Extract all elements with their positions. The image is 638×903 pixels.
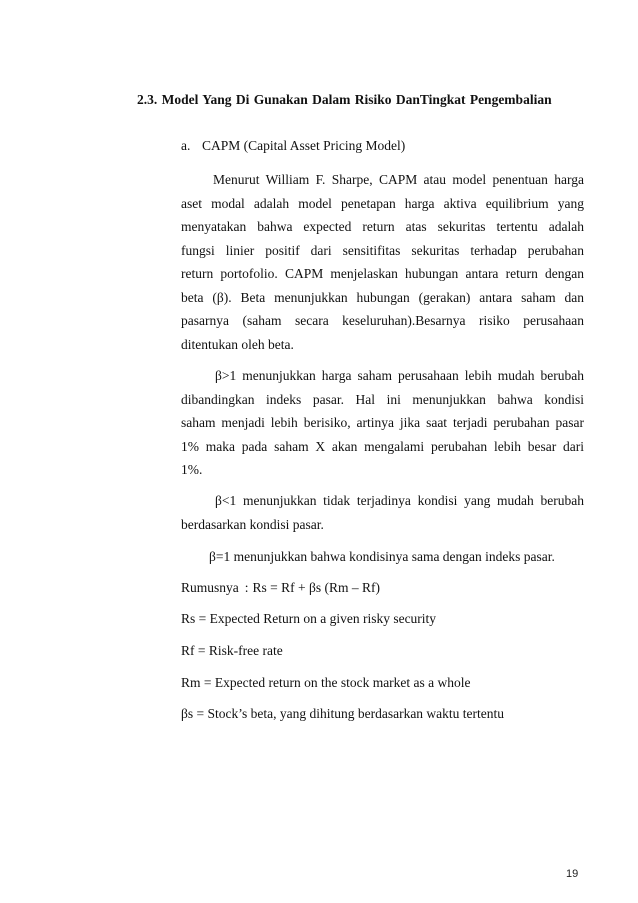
definition-rs: Rs = Expected Return on a given risky security (181, 611, 437, 626)
paragraph-line: beta (β). Beta menunjukkan hubungan (gerakan) antara saham dan (181, 289, 584, 305)
definition-rm: Rm = Expected return on the stock market as a whole (181, 675, 471, 690)
page-number: 19 (566, 868, 579, 880)
paragraph-line: β>1 menunjukkan harga saham perusahaan lebih mudah berubah (215, 368, 584, 383)
formula-separator: : (244, 580, 249, 595)
paragraph-line: berdasarkan kondisi pasar. (181, 516, 324, 532)
formula-line (181, 576, 380, 600)
paragraph-beta-greater-than-one (181, 364, 584, 482)
paragraph-capm-definition (181, 168, 584, 356)
paragraph-line: Menurut William F. Sharpe, CAPM atau model penentuan harga (213, 172, 584, 187)
paragraph-line: aset modal adalah model penetapan harga aktiva equilibrium yang (181, 195, 584, 211)
paragraph-beta-less-than-one (181, 489, 584, 536)
definition-beta-s: βs = Stock’s beta, yang dihitung berdasarkan waktu tertentu (181, 706, 505, 721)
paragraph-line: 1% maka pada saham X akan mengalami perubahan lebih besar dari (181, 438, 584, 454)
paragraph-line: dibandingkan indeks pasar. Hal ini menunjukkan bahwa kondisi (181, 391, 584, 407)
paragraph-line: menyatakan bahwa expected return atas sekuritas tertentu adalah (181, 219, 584, 234)
paragraph-line: fungsi linier positif dari sensitifitas sekuritas terhadap perubahan (181, 242, 584, 258)
formula-expression: Rs = Rf + βs (Rm – Rf) (252, 580, 381, 595)
paragraph-line: return portofolio. CAPM menjelaskan hubungan antara return dengan (181, 266, 584, 281)
paragraph-line: β=1 menunjukkan bahwa kondisinya sama dengan indeks pasar. (209, 549, 555, 564)
list-marker: a. (181, 138, 191, 153)
section-heading: 2.3. Model Yang Di Gunakan Dalam Risiko DanTingkat Pengembalian (137, 92, 552, 107)
paragraph-line: saham menjadi lebih berisiko, artinya jika saat terjadi perubahan pasar (181, 415, 584, 430)
paragraph-line: β<1 menunjukkan tidak terjadinya kondisi yang mudah berubah (215, 493, 584, 508)
paragraph-line: pasarnya (saham secara keseluruhan).Besarnya risiko perusahaan (181, 313, 584, 328)
subsection-title: CAPM (Capital Asset Pricing Model) (202, 138, 406, 153)
definition-rf: Rf = Risk-free rate (181, 643, 283, 658)
paragraph-line: ditentukan oleh beta. (181, 336, 294, 352)
paragraph-beta-equal-one (181, 545, 584, 569)
paragraph-line: 1%. (181, 462, 203, 477)
formula-label: Rumusnya (181, 580, 239, 595)
subsection-heading (181, 134, 481, 158)
